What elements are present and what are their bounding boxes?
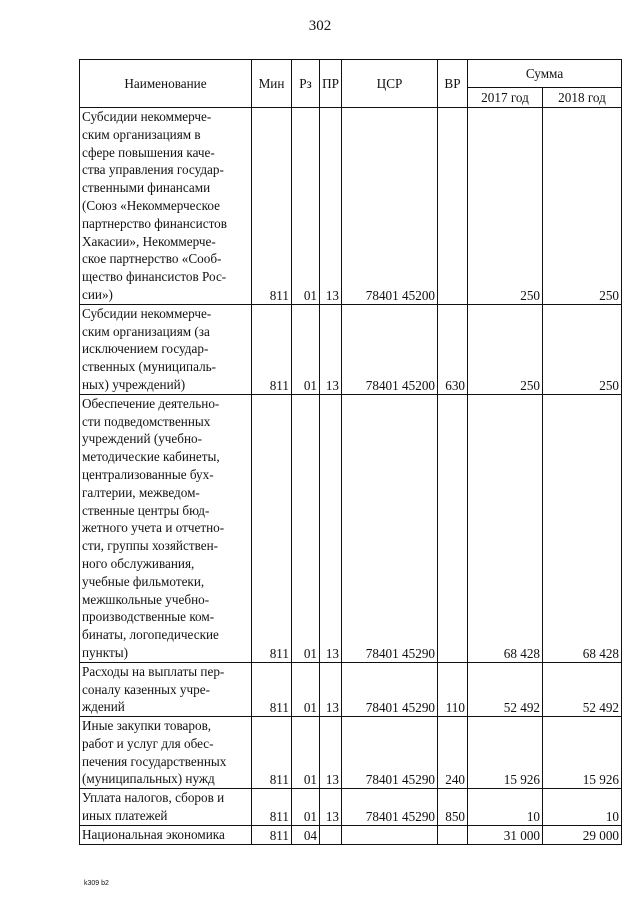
cell-y2017: 250 <box>468 108 543 305</box>
row-name-line: ного обслуживания, <box>82 555 195 571</box>
row-name <box>80 394 252 662</box>
row-name <box>80 304 252 394</box>
row-name-line: ское партнерство «Сооб- <box>82 251 222 267</box>
cell-y2018: 68 428 <box>543 394 622 662</box>
row-name-line: соналу казенных учре- <box>82 681 210 697</box>
cell-pr: 13 <box>320 717 342 789</box>
header-min: Мин <box>252 60 292 108</box>
cell-y2018: 250 <box>543 304 622 394</box>
cell-vr <box>438 394 468 662</box>
cell-y2018: 29 000 <box>543 825 622 844</box>
row-name-line: ных) учреждений) <box>82 376 186 392</box>
cell-min: 811 <box>252 108 292 305</box>
header-csr: ЦСР <box>342 60 438 108</box>
row-name-line: (Союз «Некоммерческое <box>82 197 221 213</box>
cell-rz: 01 <box>292 108 320 305</box>
row-name-line: Субсидии некоммерче- <box>82 109 212 124</box>
cell-y2017: 68 428 <box>468 394 543 662</box>
row-name-line: Расходы на выплаты пер- <box>82 663 225 679</box>
cell-rz: 01 <box>292 304 320 394</box>
cell-csr: 78401 45290 <box>342 394 438 662</box>
table-row <box>80 825 622 844</box>
cell-csr: 78401 45290 <box>342 662 438 716</box>
row-name-line: ственных (муниципаль- <box>82 359 217 375</box>
row-name-line: учреждений (учебно- <box>82 431 203 447</box>
footer-code: k309 b2 <box>84 880 109 887</box>
row-name-line: Национальная экономика <box>82 826 225 842</box>
cell-csr: 78401 45290 <box>342 717 438 789</box>
table-row <box>80 394 622 662</box>
row-name-line: Уплата налогов, сборов и <box>82 790 225 806</box>
cell-csr: 78401 45200 <box>342 304 438 394</box>
header-vr: ВР <box>438 60 468 108</box>
row-name-line: пункты) <box>82 644 128 660</box>
row-name-line: учебные фильмотеки, <box>82 573 205 589</box>
cell-pr <box>320 825 342 844</box>
cell-pr: 13 <box>320 304 342 394</box>
page-number: 302 <box>308 18 332 34</box>
row-name <box>80 789 252 826</box>
header-name: Наименование <box>80 60 252 108</box>
cell-y2018: 250 <box>543 108 622 305</box>
row-name-line: Хакасии», Некоммерче- <box>82 233 216 249</box>
header-rz: Рз <box>292 60 320 108</box>
budget-table <box>79 59 622 845</box>
header-year-2018: 2018 год <box>543 88 622 108</box>
cell-y2017: 10 <box>468 789 543 826</box>
row-name-line: Обеспечение деятельно- <box>82 395 220 411</box>
cell-y2018: 15 926 <box>543 717 622 789</box>
row-name <box>80 825 252 844</box>
cell-y2017: 31 000 <box>468 825 543 844</box>
row-name-line: печения государственных <box>82 753 227 769</box>
cell-csr: 78401 45290 <box>342 789 438 826</box>
row-name-line: ства управления государ- <box>82 162 224 178</box>
row-name-line: партнерство финансистов <box>82 215 227 231</box>
header-year-2017: 2017 год <box>468 88 543 108</box>
row-name-line: ждений <box>82 699 125 715</box>
cell-vr <box>438 825 468 844</box>
row-name-line: централизованные бух- <box>82 466 214 482</box>
cell-min: 811 <box>252 825 292 844</box>
cell-rz: 01 <box>292 394 320 662</box>
cell-vr: 630 <box>438 304 468 394</box>
cell-rz: 04 <box>292 825 320 844</box>
cell-min: 811 <box>252 304 292 394</box>
cell-y2017: 250 <box>468 304 543 394</box>
header-sum: Сумма <box>468 60 622 88</box>
row-name <box>80 662 252 716</box>
cell-y2017: 52 492 <box>468 662 543 716</box>
cell-min: 811 <box>252 394 292 662</box>
cell-pr: 13 <box>320 394 342 662</box>
row-name <box>80 717 252 789</box>
table-row <box>80 304 622 394</box>
row-name-line: ским организациям (за <box>82 323 210 339</box>
cell-pr: 13 <box>320 789 342 826</box>
row-name-line: бинаты, логопедические <box>82 627 219 643</box>
row-name-line: ственные центры бюд- <box>82 502 210 518</box>
row-name-line: Иные закупки товаров, <box>82 718 212 734</box>
table-row <box>80 662 622 716</box>
cell-vr: 850 <box>438 789 468 826</box>
row-name-line: жетного учета и отчетно- <box>82 520 225 536</box>
cell-csr: 78401 45200 <box>342 108 438 305</box>
row-name-line: сфере повышения каче- <box>82 144 215 160</box>
row-name-line: ственными финансами <box>82 180 211 196</box>
row-name-line: (муниципальных) нужд <box>82 771 215 787</box>
cell-rz: 01 <box>292 789 320 826</box>
cell-pr: 13 <box>320 662 342 716</box>
table-row <box>80 108 622 305</box>
row-name-line: щество финансистов Рос- <box>82 269 227 285</box>
cell-y2017: 15 926 <box>468 717 543 789</box>
cell-csr <box>342 825 438 844</box>
cell-min: 811 <box>252 662 292 716</box>
row-name-line: межшкольные учебно- <box>82 591 210 607</box>
row-name-line: сии») <box>82 286 113 302</box>
row-name <box>80 108 252 305</box>
table-row <box>80 717 622 789</box>
cell-min: 811 <box>252 717 292 789</box>
cell-y2018: 52 492 <box>543 662 622 716</box>
cell-vr <box>438 108 468 305</box>
row-name-line: производственные ком- <box>82 609 215 625</box>
table-row <box>80 789 622 826</box>
cell-y2018: 10 <box>543 789 622 826</box>
row-name-line: галтерии, межведом- <box>82 484 200 500</box>
row-name-line: сти подведомственных <box>82 413 211 429</box>
row-name-line: исключением государ- <box>82 341 209 357</box>
cell-rz: 01 <box>292 662 320 716</box>
cell-rz: 01 <box>292 717 320 789</box>
cell-min: 811 <box>252 789 292 826</box>
cell-pr: 13 <box>320 108 342 305</box>
cell-vr: 240 <box>438 717 468 789</box>
cell-vr: 110 <box>438 662 468 716</box>
row-name-line: ским организациям в <box>82 126 201 142</box>
row-name-line: сти, группы хозяйствен- <box>82 538 219 554</box>
row-name-line: Субсидии некоммерче- <box>82 305 212 321</box>
row-name-line: работ и услуг для обес- <box>82 735 214 751</box>
row-name-line: методические кабинеты, <box>82 449 220 465</box>
row-name-line: иных платежей <box>82 808 168 824</box>
header-pr: ПР <box>320 60 342 108</box>
